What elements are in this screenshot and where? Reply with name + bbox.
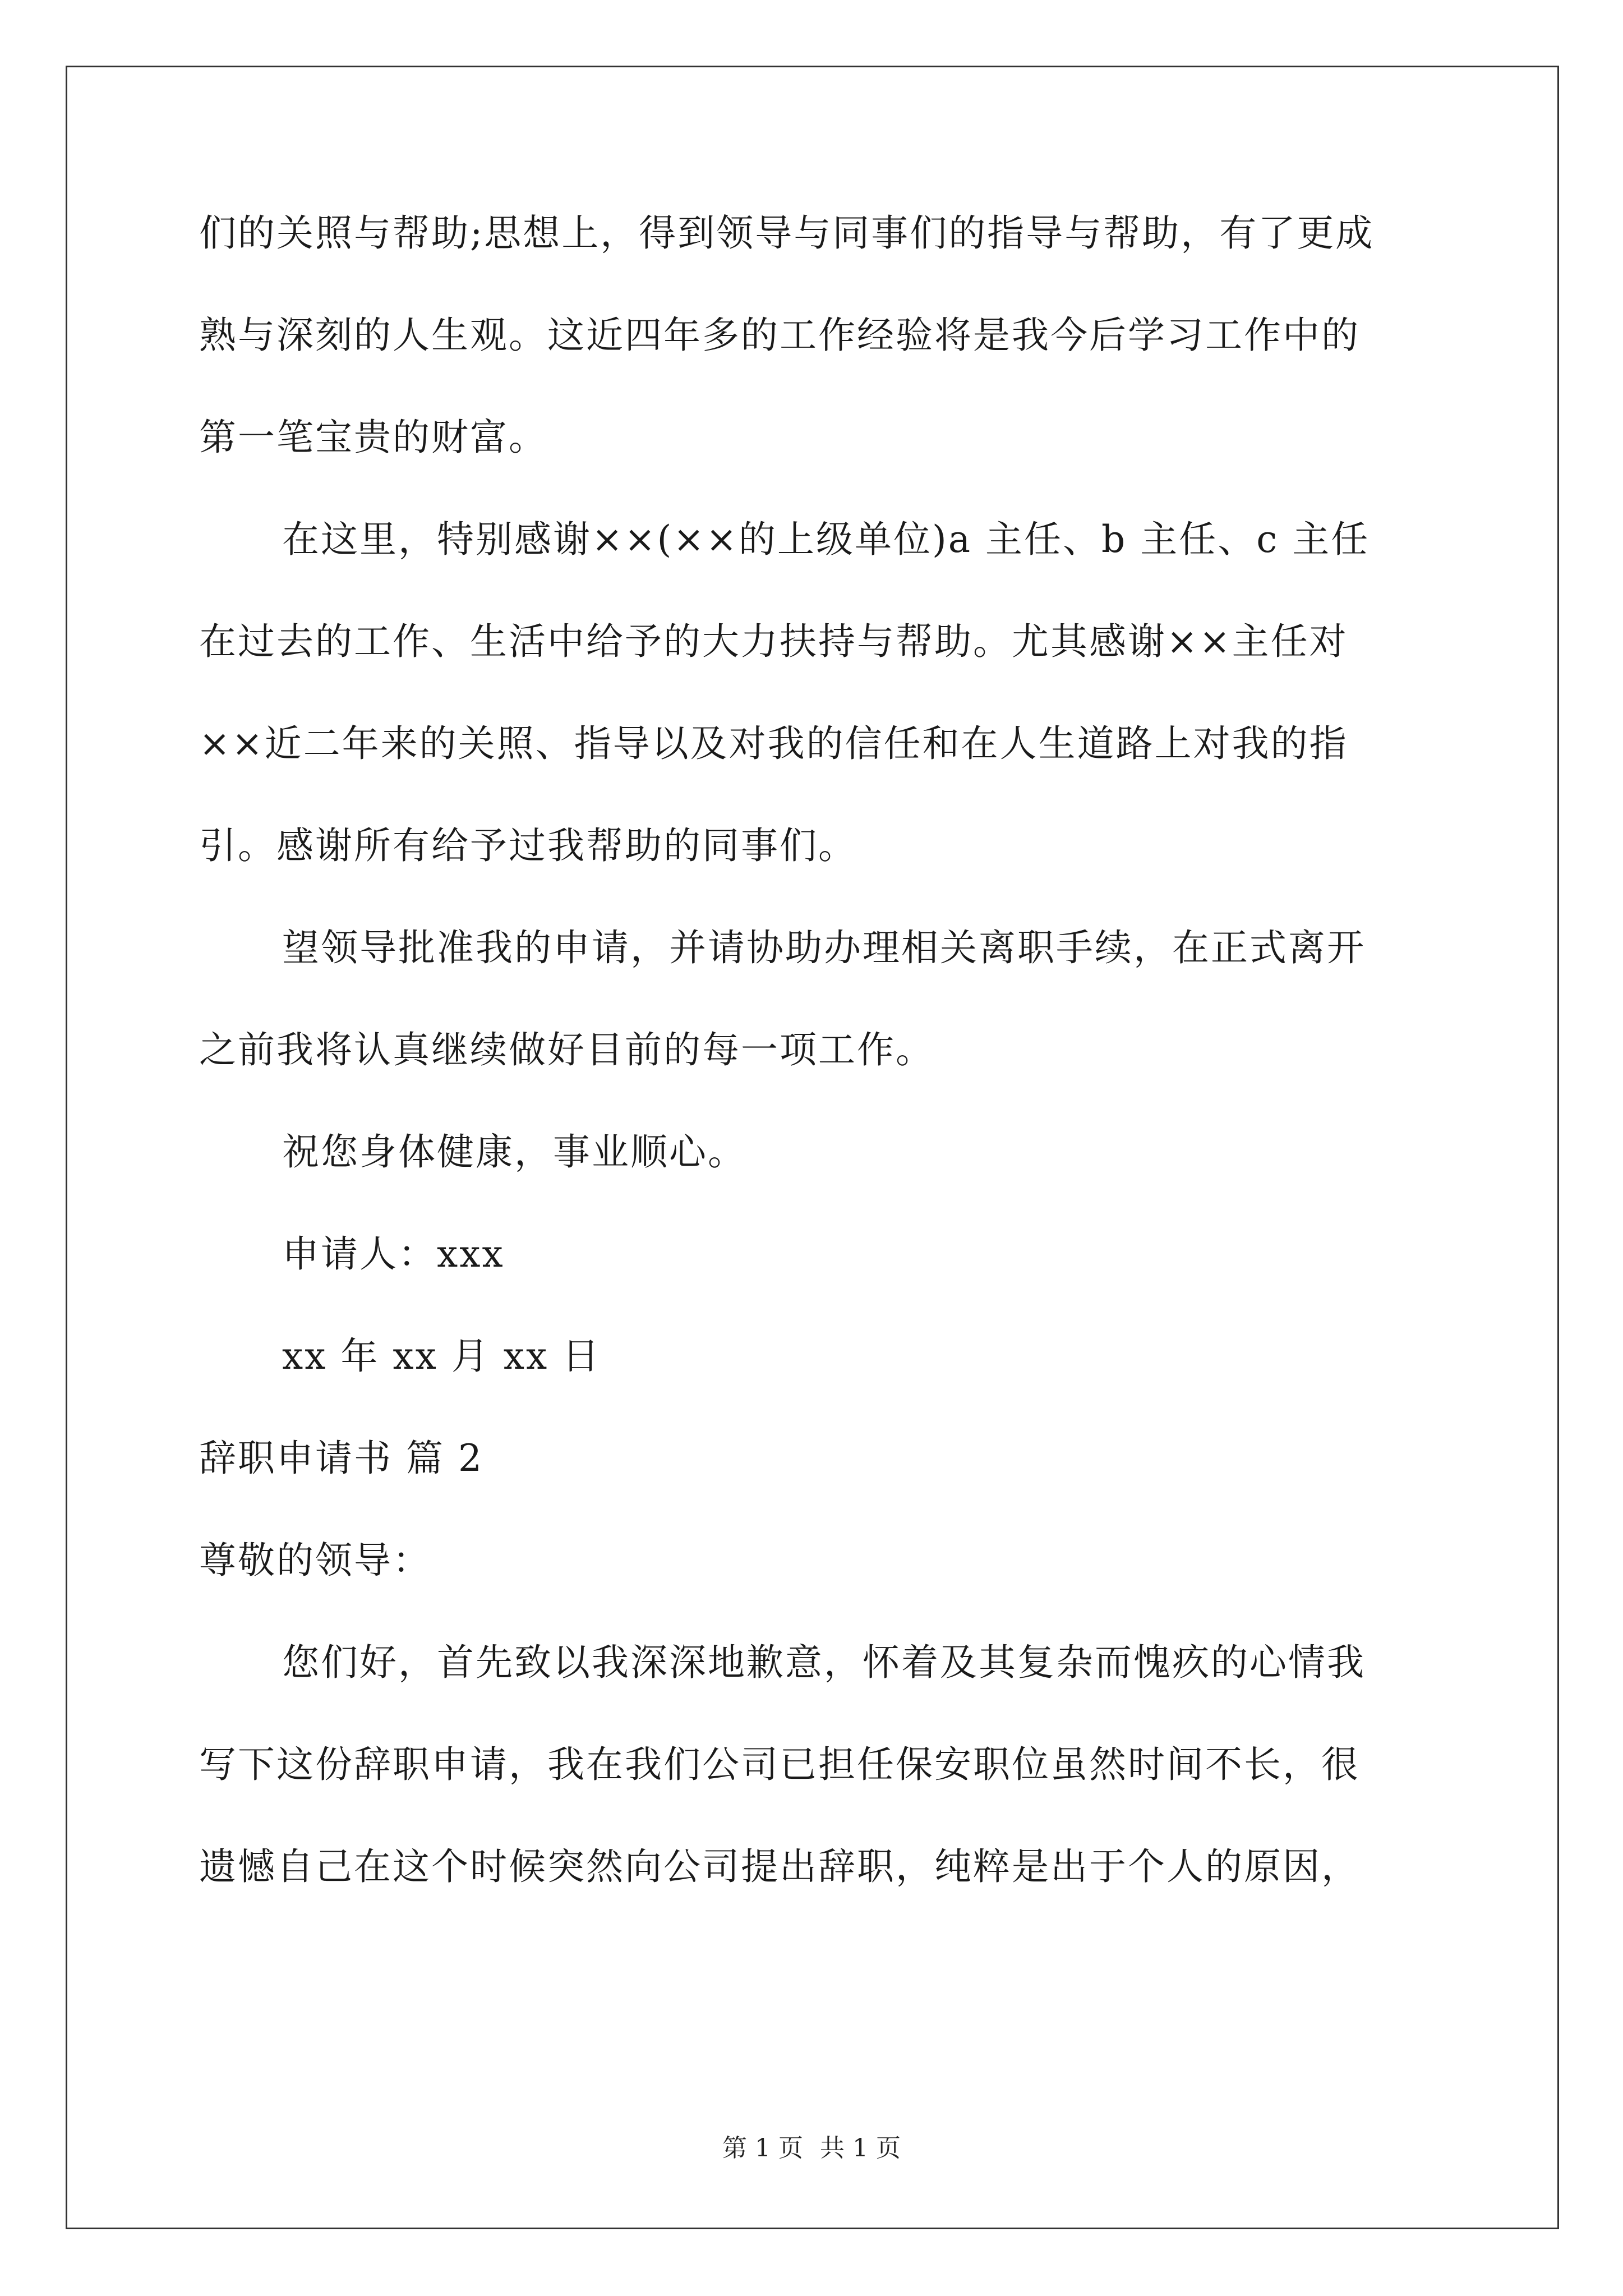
page-footer [0,2132,1623,2165]
date-line: xx 年 xx 月 xx 日 [282,1335,601,1378]
paragraph-line: 引。感谢所有给予过我帮助的同事们。 [199,824,857,867]
document-body [199,208,1427,1893]
closing-greeting: 祝您身体健康，事业顺心。 [282,1130,746,1174]
salutation: 尊敬的领导： [199,1539,431,1582]
paragraph-line: 在这里，特别感谢××(××的上级单位)a 主任、b 主任、c 主任 [282,518,1370,561]
paragraph-line: 望领导批准我的申请，并请协助办理相关离职手续，在正式离开 [282,926,1366,969]
applicant-line: 申请人：xxx [282,1232,505,1276]
paragraph-line: 们的关照与帮助;思想上，得到领导与同事们的指导与帮助，有了更成 [199,211,1375,255]
paragraph-line: 您们好，首先致以我深深地歉意，怀着及其复杂而愧疚的心情我 [282,1641,1366,1684]
section-heading: 辞职申请书 篇 2 [199,1437,483,1480]
page-total: 共 1 页 [820,2134,901,2162]
paragraph-line: 第一笔宝贵的财富。 [199,416,547,459]
paragraph-line: 写下这份辞职申请，我在我们公司已担任保安职位虽然时间不长，很 [199,1743,1360,1786]
paragraph-line: 遗憾自己在这个时候突然向公司提出辞职，纯粹是出于个人的原因， [199,1845,1360,1888]
paragraph-line: 之前我将认真继续做好目前的每一项工作。 [199,1028,934,1071]
paragraph-line: 在过去的工作、生活中给予的大力扶持与帮助。尤其感谢××主任对 [199,620,1348,663]
paragraph-line: ××近二年来的关照、指导以及对我的信任和在人生道路上对我的指 [199,722,1348,765]
paragraph-line: 熟与深刻的人生观。这近四年多的工作经验将是我今后学习工作中的 [199,314,1360,357]
page-number: 第 1 页 [722,2134,803,2162]
